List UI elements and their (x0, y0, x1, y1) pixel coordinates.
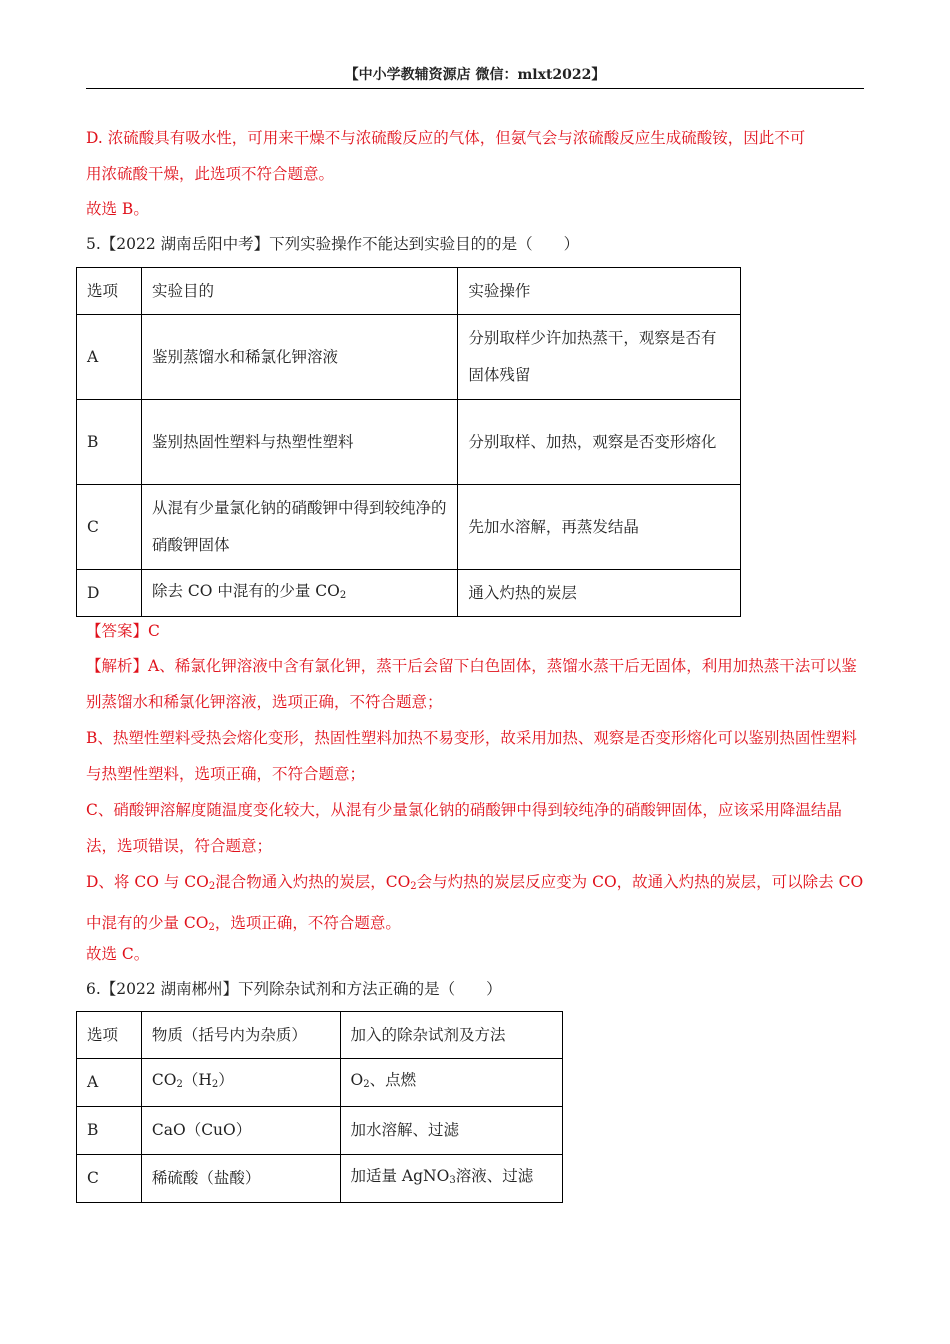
table-row (77, 570, 741, 617)
table-row (77, 1107, 563, 1155)
operation-cell: 分别取样、加热，观察是否变形熔化 (458, 400, 741, 485)
q5-answer: 【答案】C (86, 622, 160, 640)
header-reagent: 加入的除杂试剂及方法 (340, 1012, 563, 1059)
prev-option-d-line2: 用浓硫酸干燥，此选项不符合题意。 (86, 165, 335, 183)
operation-cell: 分别取样少许加热蒸干，观察是否有固体残留 (458, 315, 741, 400)
table-row (77, 485, 741, 570)
option-cell: A (77, 315, 142, 400)
q5-stem: 5.【2022 湖南岳阳中考】下列实验操作不能达到实验目的的是（ ） (86, 235, 580, 253)
q6-table (76, 1011, 563, 1203)
substance-cell: CaO（CuO） (141, 1107, 340, 1155)
option-cell: C (77, 1155, 142, 1203)
option-cell: B (77, 400, 142, 485)
operation-cell: 通入灼热的炭层 (458, 570, 741, 617)
option-cell: D (77, 570, 142, 617)
option-cell: A (77, 1059, 142, 1107)
table-row (77, 315, 741, 400)
header-option: 选项 (77, 1012, 142, 1059)
q6-stem: 6.【2022 湖南郴州】下列除杂试剂和方法正确的是（ ） (86, 980, 502, 998)
prev-option-d-line1: D. 浓硫酸具有吸水性，可用来干燥不与浓硫酸反应的气体，但氨气会与浓硫酸反应生成硫酸铵，因此不可 (86, 129, 806, 147)
q5-conclusion: 故选 C。 (86, 945, 150, 963)
purpose-cell: 鉴别热固性塑料与热塑性塑料 (141, 400, 457, 485)
option-cell: C (77, 485, 142, 570)
prev-conclusion: 故选 B。 (86, 200, 149, 218)
header-operation: 实验操作 (458, 268, 741, 315)
table-header-row (77, 1012, 563, 1059)
q5-table (76, 267, 741, 617)
page-header: 【中小学教辅资源店 微信：mlxt2022】 (86, 64, 864, 89)
table-header-row (77, 268, 741, 315)
purpose-cell: 除去 CO 中混有的少量 $CO_2$ (141, 570, 457, 617)
operation-cell: 先加水溶解，再蒸发结晶 (458, 485, 741, 570)
table-row (77, 400, 741, 485)
q5-analysis-d: D、将 CO 与 $CO_2$混合物通入灼热的炭层，$CO_2$会与灼热的炭层反应变为 CO，故通入灼热的炭层，可以除去 CO 中混有的少量 $CO_2$，选项正确，不符合题意。 (86, 873, 864, 933)
header-option: 选项 (77, 268, 142, 315)
table-row (77, 1059, 563, 1107)
q5-analysis-c: C、硝酸钾溶解度随温度变化较大，从混有少量氯化钠的硝酸钾中得到较纯净的硝酸钾固体，应该采用降温结晶法，选项错误，符合题意； (86, 801, 842, 855)
option-cell: B (77, 1107, 142, 1155)
q5-analysis-a: 【解析】A、稀氯化钾溶液中含有氯化钾，蒸干后会留下白色固体，蒸馏水蒸干后无固体，利用加热蒸干法可以鉴别蒸馏水和稀氯化钾溶液，选项正确，不符合题意； (86, 657, 857, 711)
reagent-cell: 加水溶解、过滤 (340, 1107, 563, 1155)
reagent-cell: $O_2$、点燃 (340, 1059, 563, 1107)
header-substance: 物质（括号内为杂质） (141, 1012, 340, 1059)
table-row (77, 1155, 563, 1203)
substance-cell: 稀硫酸（盐酸） (141, 1155, 340, 1203)
q5-analysis-b: B、热塑性塑料受热会熔化变形，热固性塑料加热不易变形，故采用加热、观察是否变形熔化可以鉴别热固性塑料与热塑性塑料，选项正确，不符合题意； (86, 729, 857, 783)
substance-cell: $CO_2(H_2)$ (141, 1059, 340, 1107)
header-purpose: 实验目的 (141, 268, 457, 315)
reagent-cell: 加适量 AgNO$_3$溶液、过滤 (340, 1155, 563, 1203)
purpose-cell: 鉴别蒸馏水和稀氯化钾溶液 (141, 315, 457, 400)
purpose-cell: 从混有少量氯化钠的硝酸钾中得到较纯净的硝酸钾固体 (141, 485, 457, 570)
